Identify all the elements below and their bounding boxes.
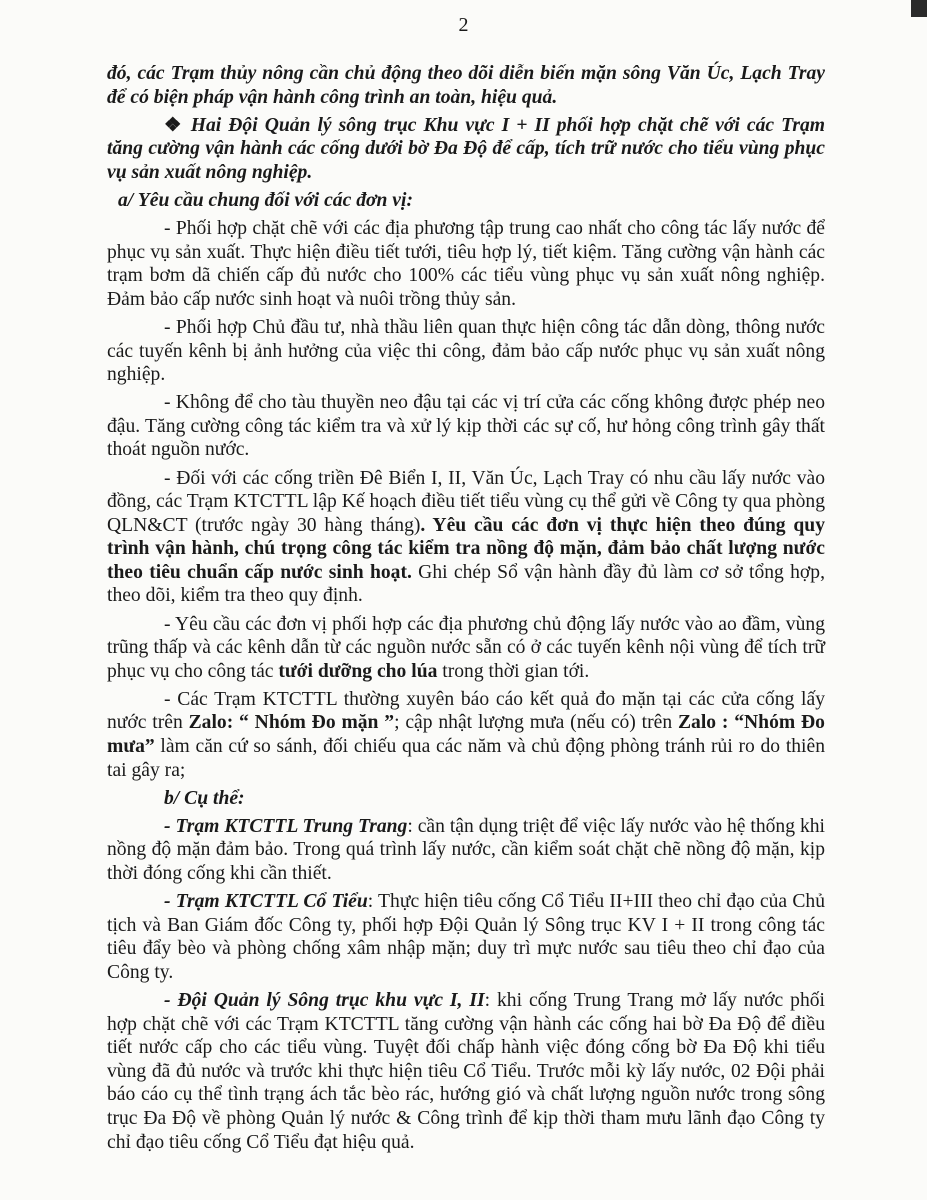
p4-start: - Đối với các cống triền Đê Biển I, II, Văn Úc, Lạch Tray có nhu cầu lấy nước vào đồng, các Trạm KTCTTL lập Kế hoạch điều tiết tiểu vùng cụ thể gửi về Công ty qua phòng QLN&CT (trước ngày 30 hàng tháng) — [107, 467, 825, 536]
p5-start: - Yêu cầu các đơn vị phối hợp các địa phương chủ động lấy nước vào ao đầm, vùng trũng thấp và các kênh dẫn từ các nguồn nước sẵn có ở các tuyến kênh nội vùng để tích trữ phục vụ cho công tác — [107, 613, 825, 682]
p6-start: - Các Trạm KTCTTL thường xuyên báo cáo kết quả đo mặn tại các cửa cống lấy nước trên — [107, 688, 825, 734]
intro-bullet — [107, 114, 825, 185]
section-a-paragraph-6 — [107, 688, 825, 782]
diamond-bullet-icon: ❖ — [164, 114, 184, 136]
p4-bold: . Yêu cầu các đơn vị thực hiện theo đúng quy trình vận hành, chú trọng công tác kiểm tra nồng độ mặn, đảm bảo chất lượng nước theo tiêu chuẩn cấp nước sinh hoạt. — [107, 514, 826, 583]
p5-end: trong thời gian tới. — [437, 660, 590, 682]
scan-edge-mark — [911, 0, 927, 17]
item-3-text: : khi cống Trung Trang mở lấy nước phối hợp chặt chẽ với các Trạm KTCTTL tăng cường vận hành các cống hai bờ Đa Độ để điều tiết nước cấp cho các tiểu vùng. Tuyệt đối chấp hành việc đóng cống bờ Đa Độ khi tiểu vùng đã đủ nước và trước khi thực hiện tiêu Cổ Tiểu. Trước mỗi kỳ lấy nước, 02 Đội phải báo cáo cụ thể tình trạng ách tắc bèo rác, hướng gió và chất lượng nguồn nước trong sông trục Đa Độ về phòng Quản lý nước & Công trình để kịp thời tham mưu lãnh đạo Công ty chỉ đạo tiêu cống Cổ Tiểu đạt hiệu quả. — [107, 989, 826, 1153]
p6-zalo-salinity: Zalo: “ Nhóm Đo mặn ” — [188, 712, 395, 734]
section-b-item-2 — [107, 890, 825, 984]
section-a-paragraph-1: - Phối hợp chặt chẽ với các địa phương tập trung cao nhất cho công tác lấy nước để phục vụ sản xuất. Thực hiện điều tiết tưới, tiêu hợp lý, tiết kiệm. Tăng cường vận hành các trạm bơm dã chiến cấp đủ nước cho 100% các tiểu vùng phục vụ sản xuất nông nghiệp. Đảm bảo cấp nước sinh hoạt và nuôi trồng thủy sản. — [107, 218, 825, 310]
page-number: 2 — [458, 14, 469, 36]
item-2-text: : Thực hiện tiêu cống Cổ Tiểu II+III theo chỉ đạo của Chủ tịch và Ban Giám đốc Công ty, phối hợp Đội Quản lý Sông trục KV I + II trong công tác tiêu đẩy bèo và phòng chống xâm nhập mặn; duy trì mực nước sau tiêu theo chỉ đạo của Công ty. — [107, 891, 826, 983]
section-a-paragraph-3: - Không để cho tàu thuyền neo đậu tại các vị trí cửa các cống không được phép neo đậu. Tăng cường công tác kiểm tra và xử lý kịp thời các sự cố, hư hỏng công trình gây thất thoát nguồn nước. — [107, 392, 825, 461]
intro-continuation: đó, các Trạm thủy nông cần chủ động theo dõi diễn biến mặn sông Văn Úc, Lạch Tray để có biện pháp vận hành công trình an toàn, hiệu quả. — [107, 63, 825, 108]
p4-end: Ghi chép Sổ vận hành đầy đủ làm cơ sở tổng hợp, theo dõi, kiểm tra theo quy định. — [107, 561, 825, 607]
intro-bullet-text: Hai Đội Quản lý sông trục Khu vực I + II phối hợp chặt chẽ với các Trạm tăng cường vận hành các cống dưới bờ Đa Độ để cấp, tích trữ nước cho tiểu vùng phục vụ sản xuất nông nghiệp. — [107, 114, 826, 183]
p6-zalo-rain: Zalo : “Nhóm Đo mưa” — [107, 712, 825, 758]
item-1-label: - Trạm KTCTTL Trung Trang — [164, 815, 408, 837]
section-a-paragraph-4 — [107, 467, 825, 609]
section-b-item-1 — [107, 815, 825, 886]
section-a-paragraph-5 — [107, 613, 825, 684]
section-a-paragraph-2: - Phối hợp Chủ đầu tư, nhà thầu liên quan thực hiện công tác dẫn dòng, thông nước các tuyến kênh bị ảnh hưởng của việc thi công, đảm bảo cấp nước phục vụ sản xuất nông nghiệp. — [107, 316, 825, 386]
document-body — [107, 62, 825, 1159]
p6-mid: ; cập nhật lượng mưa (nếu có) trên — [394, 712, 678, 734]
p5-bold: tưới dưỡng cho lúa — [278, 660, 438, 682]
item-3-label: - Đội Quản lý Sông trục khu vực I, II — [164, 989, 485, 1011]
item-2-label: - Trạm KTCTTL Cổ Tiểu — [164, 891, 368, 913]
section-a-heading: a/ Yêu cầu chung đối với các đơn vị: — [118, 189, 413, 211]
section-b-item-3 — [107, 989, 825, 1154]
p6-end: làm căn cứ so sánh, đối chiếu qua các năm và chủ động phòng tránh rủi ro do thiên tai gây ra; — [107, 736, 825, 781]
section-b-heading: b/ Cụ thể: — [164, 787, 245, 809]
item-1-text: : cần tận dụng triệt để việc lấy nước vào hệ thống khi nồng độ mặn đảm bảo. Trong quá trình lấy nước, cần kiểm soát chặt chẽ nồng độ mặn, kịp thời đóng cống khi cần thiết. — [107, 815, 825, 884]
